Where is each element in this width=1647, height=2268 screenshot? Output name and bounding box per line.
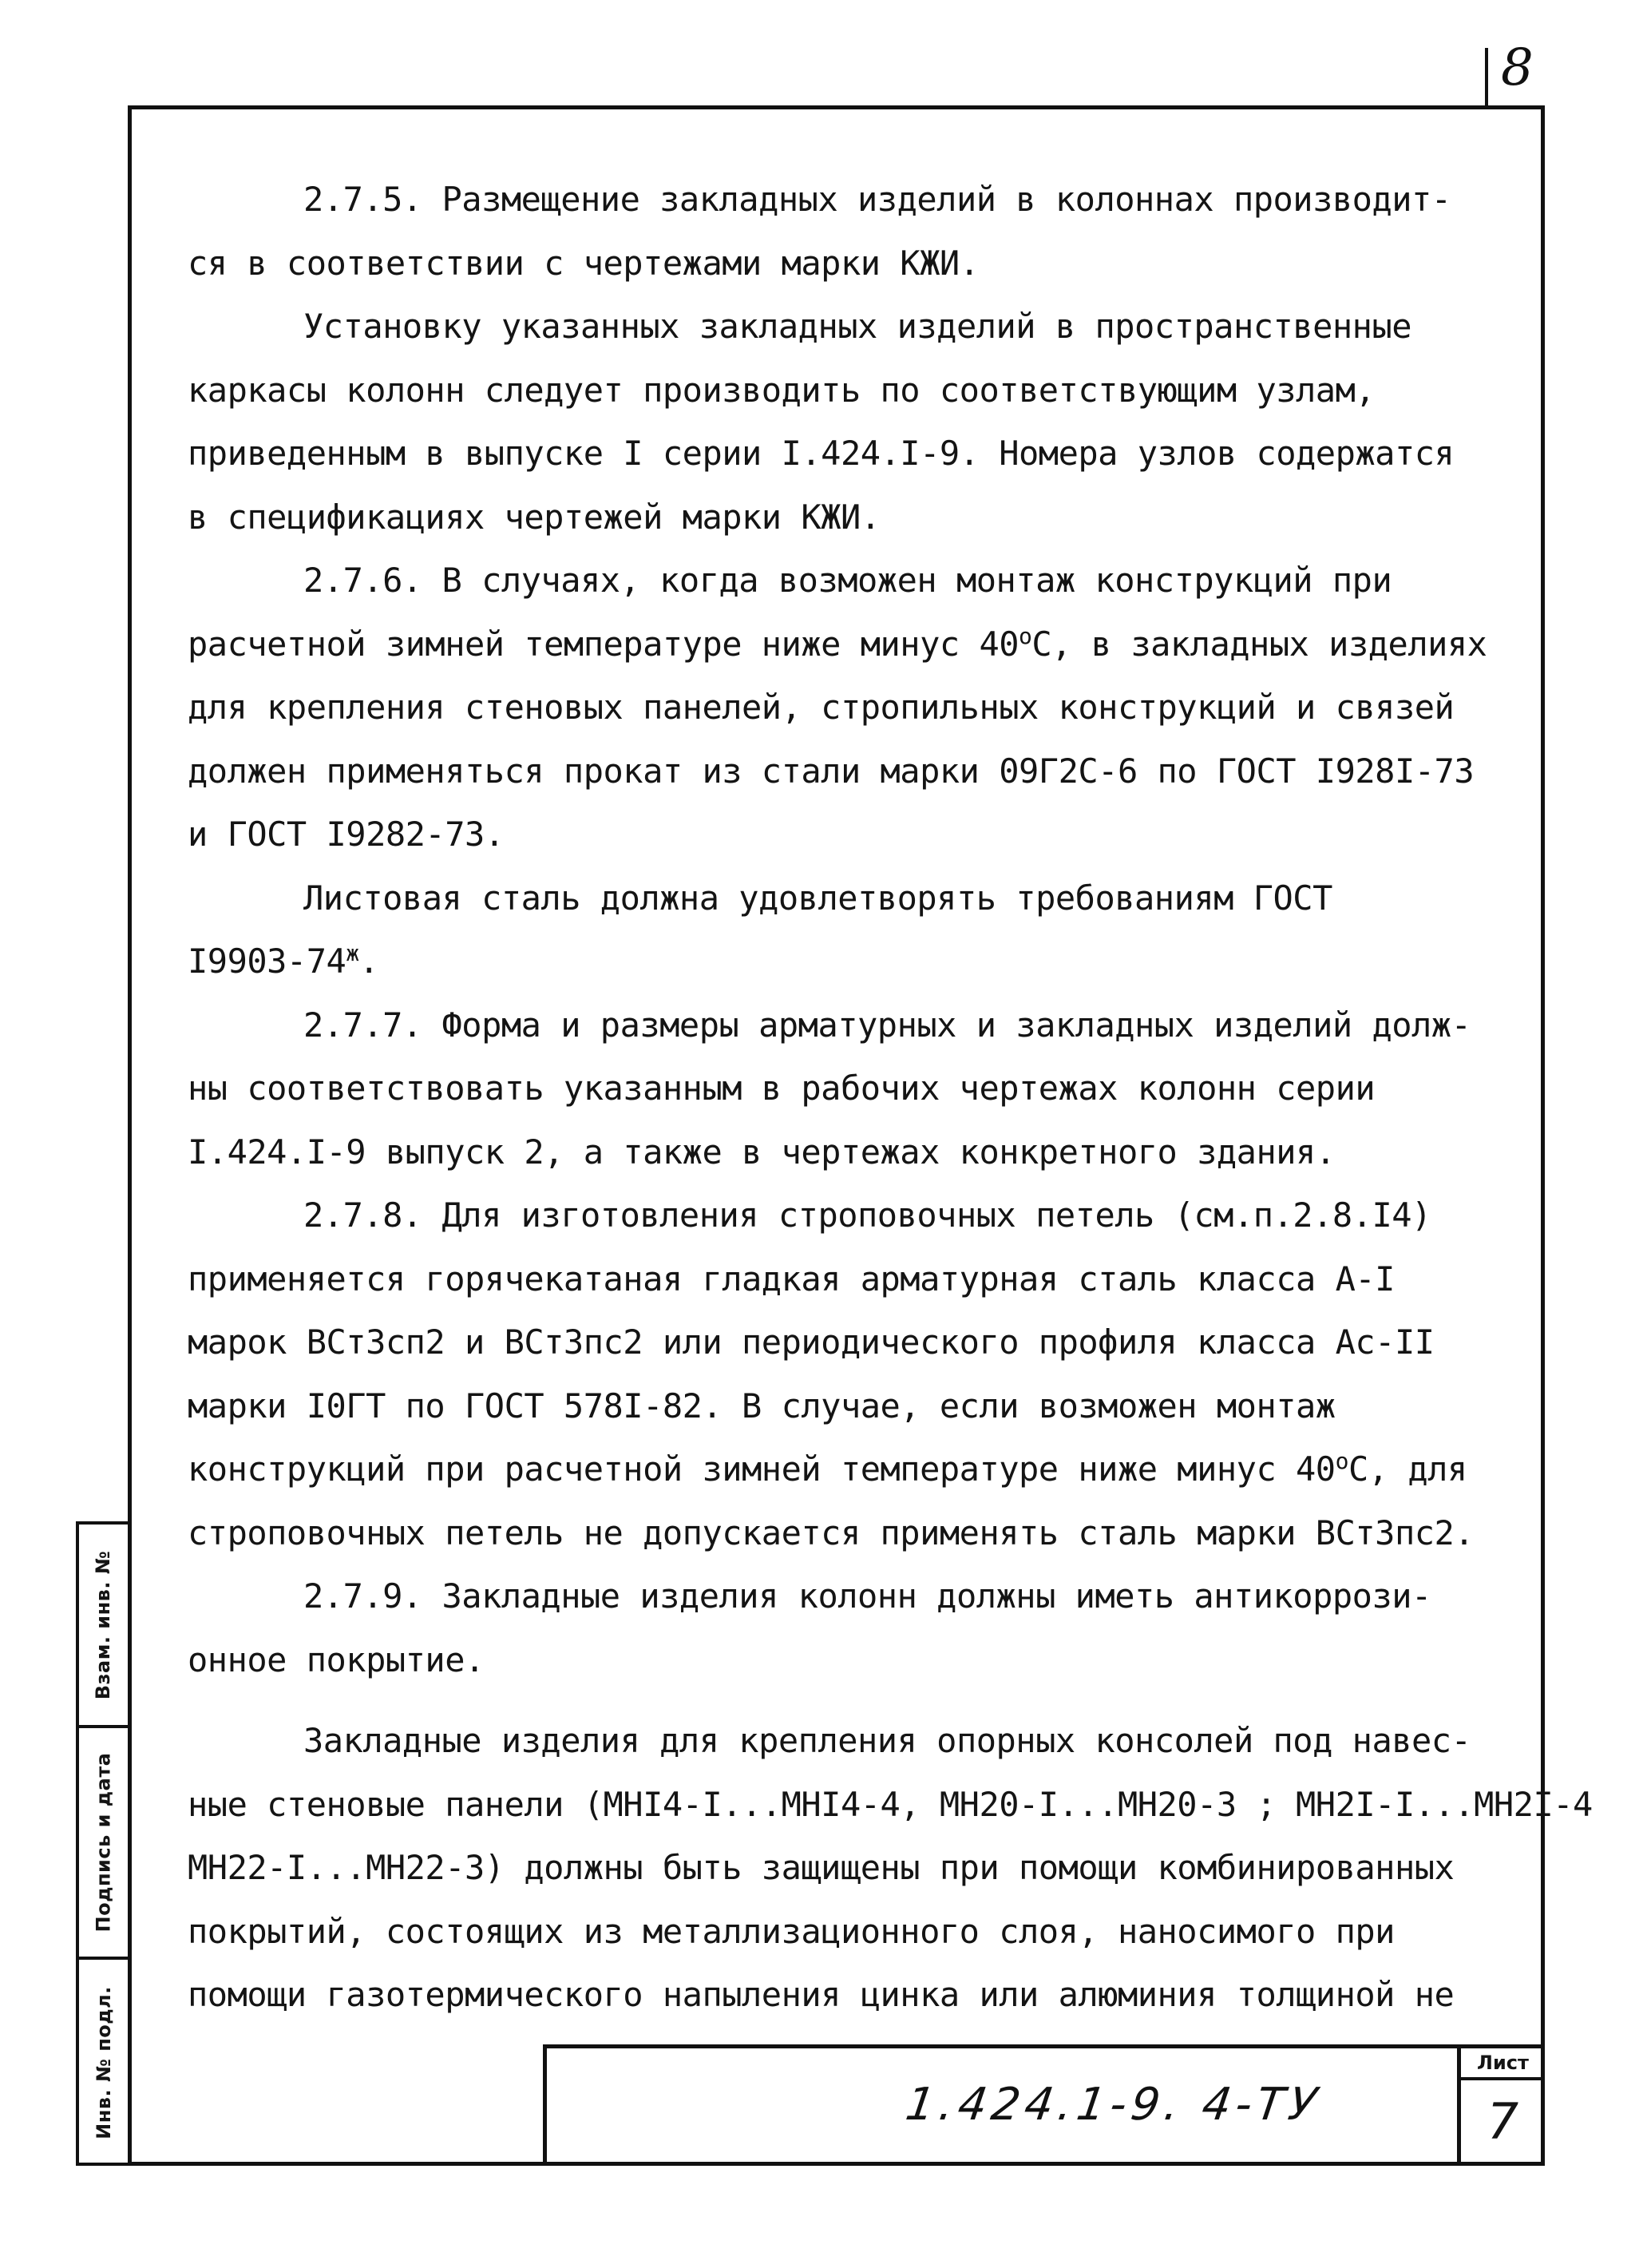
text-line-with-degree <box>188 1437 1497 1501</box>
text-line: приведенным в выпуске I серии I.424.I-9. Номера узлов содержатся <box>188 434 1455 473</box>
text-line: марки I0ГТ по ГОСТ 578I-82. В случае, если возможен монтаж <box>188 1386 1336 1425</box>
text-line: в спецификациях чертежей марки КЖИ. <box>188 497 881 537</box>
text-line: 2.7.7. Форма и размеры арматурных и закладных изделий долж- <box>303 1005 1471 1045</box>
text-fragment: . <box>358 942 379 981</box>
sheet-cell <box>1457 2048 1545 2166</box>
body-text <box>188 168 1593 2027</box>
degree-mark: o <box>1335 1448 1348 1474</box>
document-code: 1.424.1-9. 4-ТУ <box>902 2079 1324 2131</box>
stamp-cell-inventory <box>79 1960 128 2166</box>
text-line: для крепления стеновых панелей, стропильных конструкций и связей <box>188 688 1455 727</box>
text-fragment: С, в закладных изделиях <box>1031 624 1487 664</box>
text-line: помощи газотермического напыления цинка или алюминия толщиной не <box>188 1975 1455 2014</box>
stamp-cell-signature <box>79 1728 128 1960</box>
sheet-label: Лист <box>1461 2048 1545 2080</box>
degree-mark: o <box>1019 622 1032 649</box>
text-line: 2.7.5. Размещение закладных изделий в колоннах производит- <box>303 180 1451 219</box>
text-line: 2.7.9. Закладные изделия колонн должны иметь антикоррози- <box>303 1576 1431 1616</box>
text-line-with-degree <box>188 613 1497 676</box>
text-line: Установку указанных закладных изделий в пространственные <box>303 307 1412 346</box>
sheet-number: 7 <box>1487 2092 1519 2151</box>
text-fragment: С, для <box>1348 1449 1467 1489</box>
text-line: марок ВСт3сп2 и ВСт3пс2 или периодического профиля класса Ас-II <box>188 1322 1435 1362</box>
text-line: каркасы колонн следует производить по соответствующим узлам, <box>188 370 1376 410</box>
text-line: Закладные изделия для крепления опорных консолей под навес- <box>303 1721 1471 1760</box>
text-line: 2.7.6. В случаях, когда возможен монтаж конструкций при <box>303 561 1392 600</box>
text-line: применяется горячекатаная гладкая арматурная сталь класса А-I <box>188 1259 1395 1299</box>
text-line: онное покрытие. <box>188 1640 485 1679</box>
stamp-label: Взам. инв. № <box>92 1550 115 1699</box>
text-line: и ГОСТ I9282-73. <box>188 815 505 854</box>
text-line-with-star <box>188 930 1497 993</box>
title-block <box>543 2044 1545 2166</box>
sheet-number-top: 8 <box>1501 38 1534 97</box>
text-fragment: конструкций при расчетной зимней температуре ниже минус 40 <box>188 1449 1336 1489</box>
text-line: покрытий, состоящих из металлизационного слоя, наносимого при <box>188 1911 1395 1951</box>
margin-stamp <box>76 1521 128 2166</box>
text-line: МН22-I...МН22-3) должны быть защищены при помощи комбинированных <box>188 1848 1455 1887</box>
text-line: должен применяться прокат из стали марки 09Г2С-6 по ГОСТ I928I-73 <box>188 751 1475 791</box>
corner-tick <box>1485 48 1488 107</box>
text-fragment: I9903-74 <box>188 942 346 981</box>
text-line: 2.7.8. Для изготовления строповочных петель (см.п.2.8.I4) <box>303 1195 1431 1235</box>
stamp-label: Инв. № подл. <box>92 1986 115 2139</box>
text-line: строповочных петель не допускается применять сталь марки ВСт3пс2. <box>188 1513 1475 1552</box>
stamp-cell-replacement <box>79 1525 128 1728</box>
text-line: ны соответствовать указанным в рабочих чертежах колонн серии <box>188 1069 1376 1108</box>
text-line: I.424.I-9 выпуск 2, а также в чертежах конкретного здания. <box>188 1132 1336 1172</box>
text-fragment: расчетной зимней температуре ниже минус 40 <box>188 624 1019 664</box>
stamp-label: Подпись и дата <box>92 1752 115 1933</box>
text-line: ные стеновые панели (МНI4-I...МНI4-4, МН20-I...МН20-3 ; МН2I-I...МН2I-4 <box>188 1784 1593 1824</box>
text-line: ся в соответствии с чертежами марки КЖИ. <box>188 243 980 283</box>
star-mark: ж <box>346 940 359 966</box>
text-line: Листовая сталь должна удовлетворять требованиям ГОСТ <box>303 878 1332 918</box>
